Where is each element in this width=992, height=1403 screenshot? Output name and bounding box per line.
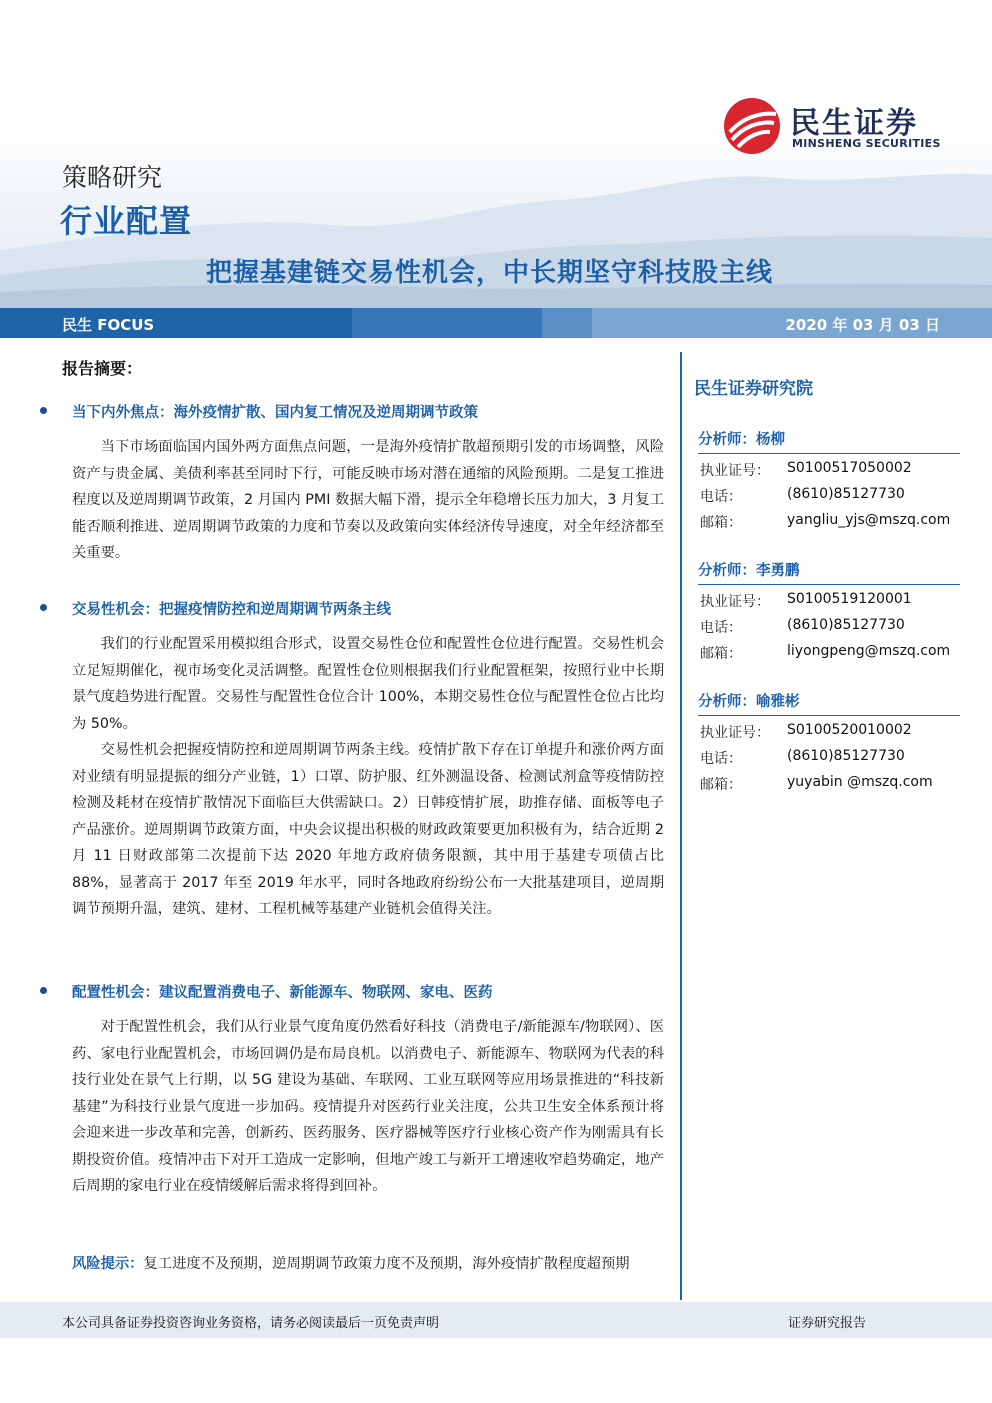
report-section-label: 策略研究 (62, 163, 163, 192)
disclaimer-notice: 本公司具备证券投资咨询业务资格，请务必阅读最后一页免责声明 (62, 1316, 440, 1331)
phone-label: 电话： (700, 620, 742, 636)
cert-label: 执业证号： (700, 594, 770, 610)
brand-name-cn: 民生证券 (790, 106, 918, 141)
section-heading: 配置性机会：建议配置消费电子、新能源车、物联网、家电、医药 (72, 985, 493, 1001)
section-heading: 交易性机会：把握疫情防控和逆周期调节两条主线 (72, 602, 391, 618)
document-type: 证券研究报告 (787, 1316, 866, 1331)
phone-row (698, 611, 960, 637)
analyst-name: 分析师：李勇鹏 (698, 559, 960, 585)
bullet-icon (40, 987, 47, 994)
email-row (698, 637, 960, 663)
brand-logo (722, 96, 962, 160)
research-institute: 民生证券研究院 (694, 379, 813, 399)
report-category: 行业配置 (60, 202, 193, 240)
cert-row (698, 454, 960, 480)
bullet-icon (40, 604, 47, 611)
phone-row (698, 742, 960, 768)
email-row (698, 506, 960, 532)
cert-number: S0100519120001 (787, 591, 912, 607)
analyst-name: 分析师：杨柳 (698, 428, 960, 454)
analyst-card (698, 428, 960, 532)
risk-label: 风险提示： (72, 1256, 144, 1272)
phone-number: (8610)85127730 (787, 617, 905, 633)
minsheng-logo-icon (722, 96, 782, 156)
email-label: 邮箱： (700, 646, 742, 662)
analyst-card (698, 559, 960, 663)
report-title: 把握基建链交易性机会，中长期坚守科技股主线 (206, 258, 774, 288)
cert-label: 执业证号： (700, 725, 770, 741)
phone-number: (8610)85127730 (787, 486, 905, 502)
cert-number: S0100517050002 (787, 460, 912, 476)
summary-heading: 报告摘要： (62, 359, 143, 378)
analyst-name: 分析师：喻雅彬 (698, 690, 960, 716)
phone-row (698, 480, 960, 506)
risk-notice (72, 1252, 664, 1276)
cert-row (698, 585, 960, 611)
email-address[interactable]: yangliu_yjs@mszq.com (787, 512, 951, 528)
email-label: 邮箱： (700, 777, 742, 793)
cert-row (698, 716, 960, 742)
column-divider (680, 352, 682, 1300)
phone-label: 电话： (700, 751, 742, 767)
focus-label: 民生 FOCUS (62, 316, 155, 334)
paragraph: 交易性机会把握疫情防控和逆周期调节两条主线。疫情扩散下存在订单提升和涨价两方面对业绩有明显提振的细分产业链，1）口罩、防护服、红外测温设备、检测试剂盒等疫情防控检测及耗材在疫情扩散情况下面临巨大供需缺口。2）日韩疫情扩展，助推存储、面板等电子产品涨价。逆周期调节政策方面，中央会议提出积极的财政政策要更加积极有为，结合近期 2 月 11 日财政部第二次提前下达 2020 年地方政府债务限额，其中用于基建专项债占比 88%，显著高于 2017 年至 2019 年水平，同时各地政府纷纷公布一大批基建项目，逆周期调节预期升温，建筑、建材、工程机械等基建产业链机会值得关注。 (72, 742, 664, 917)
band-segment (352, 308, 542, 338)
paragraph: 我们的行业配置采用模拟组合形式，设置交易性仓位和配置性仓位进行配置。交易性机会立足短期催化，视市场变化灵活调整。配置性仓位则根据我们行业配置框架，按照行业中长期景气度趋势进行配置。交易性与配置性仓位合计 100%，本期交易性仓位与配置性仓位占比均为 50%。 (72, 636, 664, 732)
band-segment (542, 308, 592, 338)
email-row (698, 768, 960, 794)
bullet-icon (40, 407, 47, 414)
analyst-card (698, 690, 960, 794)
cert-label: 执业证号： (700, 463, 770, 479)
phone-number: (8610)85127730 (787, 748, 905, 764)
email-address[interactable]: yuyabin @mszq.com (787, 774, 933, 790)
risk-text: 复工进度不及预期，逆周期调节政策力度不及预期，海外疫情扩散程度超预期 (143, 1256, 630, 1272)
title-band (0, 308, 992, 338)
paragraph: 当下市场面临国内国外两方面焦点问题，一是海外疫情扩散超预期引发的市场调整，风险资产与贵金属、美债利率甚至同时下行，可能反映市场对潜在通缩的风险预期。二是复工推进程度以及逆周期调节政策，2 月国内 PMI 数据大幅下滑，提示全年稳增长压力加大，3 月复工能否顺利推进、逆周期调节政策的力度和节奏以及政策向实体经济传导速度，对全年经济都至关重要。 (72, 439, 664, 561)
email-address[interactable]: liyongpeng@mszq.com (787, 643, 951, 659)
page-footer (0, 1302, 992, 1338)
cert-number: S0100520010002 (787, 722, 912, 738)
phone-label: 电话： (700, 489, 742, 505)
paragraph: 对于配置性机会，我们从行业景气度角度仍然看好科技（消费电子/新能源车/物联网）、医药、家电行业配置机会，市场回调仍是布局良机。以消费电子、新能源车、物联网为代表的科技行业处在景气上行期，以 5G 建设为基础、车联网、工业互联网等应用场景推进的“科技新基建”为科技行业景气度进一步加码。疫情提升对医药行业关注度，公共卫生安全体系预计将会迎来进一步改革和完善，创新药、医药服务、医疗器械等医疗行业核心资产作为刚需具有长期投资价值。疫情冲击下对开工造成一定影响，但地产竣工与新开工增速收窄趋势确定，地产后周期的家电行业在疫情缓解后需求将得到回补。 (72, 1019, 664, 1194)
report-date: 2020 年 03 月 03 日 (785, 316, 940, 334)
email-label: 邮箱： (700, 515, 742, 531)
brand-name-en: MINSHENG SECURITIES (792, 137, 941, 150)
section-heading: 当下内外焦点：海外疫情扩散、国内复工情况及逆周期调节政策 (72, 405, 478, 421)
